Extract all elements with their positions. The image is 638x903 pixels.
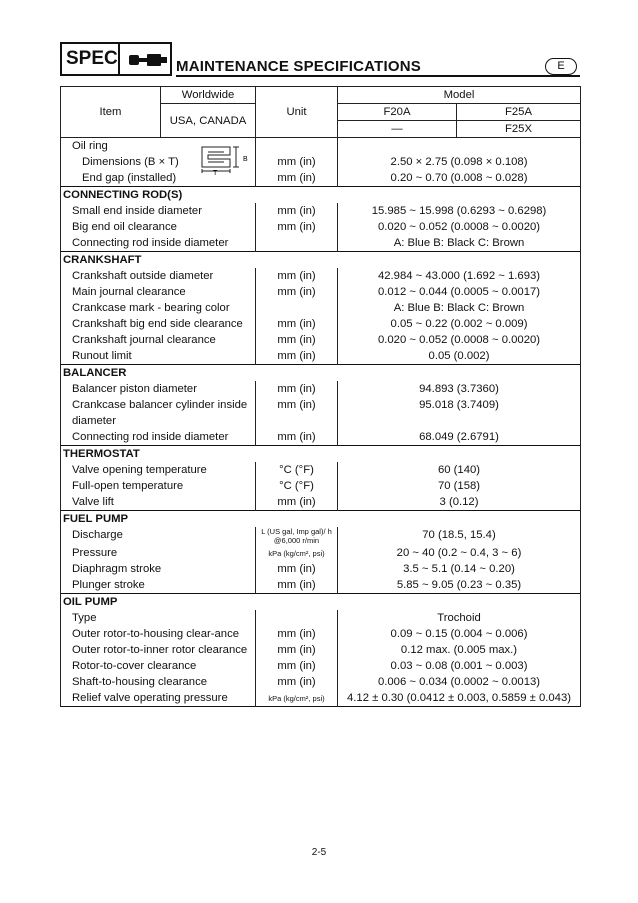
row-value: 2.50 × 2.75 (0.098 × 0.108): [338, 154, 581, 170]
row-item: Small end inside diameter: [61, 203, 256, 219]
row-item: Discharge: [61, 527, 256, 545]
table-row: [61, 381, 581, 397]
diagram-b-label: B: [243, 156, 248, 163]
row-item: Crankshaft journal clearance: [61, 332, 256, 348]
page-header: [60, 42, 580, 76]
table-row: [61, 170, 581, 187]
row-unit: mm (in): [256, 658, 338, 674]
row-item: Big end oil clearance: [61, 219, 256, 235]
row-item: Crankshaft outside diameter: [61, 268, 256, 284]
table-row: [61, 577, 581, 594]
row-unit: mm (in): [256, 170, 338, 187]
row-value: 0.09 ~ 0.15 (0.004 ~ 0.006): [338, 626, 581, 642]
row-value: 15.985 ~ 15.998 (0.6293 ~ 0.6298): [338, 203, 581, 219]
header-f25x: F25X: [457, 121, 581, 138]
section-title: OIL PUMP: [61, 594, 581, 611]
table-row: [61, 219, 581, 235]
table-row: [61, 478, 581, 494]
diagram-t-label: T: [213, 170, 218, 175]
row-value: 0.05 (0.002): [338, 348, 581, 365]
section-row: [61, 252, 581, 269]
row-value: 0.20 ~ 0.70 (0.008 ~ 0.028): [338, 170, 581, 187]
section-row: [61, 511, 581, 528]
row-unit: mm (in): [256, 316, 338, 332]
row-value: [338, 138, 581, 155]
row-unit: °C (°F): [256, 462, 338, 478]
table-row: [61, 626, 581, 642]
section-title: THERMOSTAT: [61, 446, 581, 463]
section-row: [61, 446, 581, 463]
table-row: [61, 642, 581, 658]
section-row: [61, 365, 581, 382]
table-row: [61, 284, 581, 300]
language-badge: E: [545, 58, 577, 75]
section-title: CONNECTING ROD(S): [61, 187, 581, 204]
oil-ring-label: Oil ring: [61, 138, 256, 155]
table-row: [61, 462, 581, 478]
row-unit: mm (in): [256, 219, 338, 235]
row-item: Crankcase balancer cylinder inside diameter: [61, 397, 256, 429]
row-item: Dimensions (B × T): [61, 154, 256, 170]
table-row: [61, 545, 581, 561]
row-unit: [256, 610, 338, 626]
row-value: 95.018 (3.7409): [338, 397, 581, 429]
row-unit: mm (in): [256, 561, 338, 577]
row-unit: mm (in): [256, 203, 338, 219]
header-dash: —: [338, 121, 457, 138]
row-item: Crankshaft big end side clearance: [61, 316, 256, 332]
row-unit: [256, 300, 338, 316]
section-title: FUEL PUMP: [61, 511, 581, 528]
row-item: Connecting rod inside diameter: [61, 429, 256, 446]
row-value: 94.893 (3.7360): [338, 381, 581, 397]
row-item: Full-open temperature: [61, 478, 256, 494]
spec-table: [60, 86, 581, 707]
row-unit: mm (in): [256, 626, 338, 642]
table-row: [61, 316, 581, 332]
row-value: 0.05 ~ 0.22 (0.002 ~ 0.009): [338, 316, 581, 332]
row-value: 0.03 ~ 0.08 (0.001 ~ 0.003): [338, 658, 581, 674]
table-row: [61, 300, 581, 316]
row-value: A: Blue B: Black C: Brown: [338, 235, 581, 252]
row-item: Balancer piston diameter: [61, 381, 256, 397]
header-model: Model: [338, 87, 581, 104]
section-row: [61, 594, 581, 611]
row-item: Outer rotor-to-housing clear-ance: [61, 626, 256, 642]
row-value: 20 ~ 40 (0.2 ~ 0.4, 3 ~ 6): [338, 545, 581, 561]
header-usa-canada: USA, CANADA: [161, 104, 256, 138]
row-value: Trochoid: [338, 610, 581, 626]
table-row: [61, 561, 581, 577]
row-unit: L (US gal, Imp gal)/ h @6,000 r/min: [256, 527, 338, 545]
spec-label: SPEC: [66, 48, 118, 69]
header-unit: Unit: [256, 87, 338, 138]
row-unit: [256, 138, 338, 155]
row-value: 70 (18.5, 15.4): [338, 527, 581, 545]
section-row: [61, 187, 581, 204]
row-item: Shaft-to-housing clearance: [61, 674, 256, 690]
row-item: End gap (installed): [61, 170, 256, 187]
table-row: [61, 348, 581, 365]
row-item: Diaphragm stroke: [61, 561, 256, 577]
row-unit: mm (in): [256, 268, 338, 284]
row-value: 68.049 (2.6791): [338, 429, 581, 446]
table-row: [61, 138, 581, 155]
title-underline: [176, 75, 580, 77]
row-unit: °C (°F): [256, 478, 338, 494]
table-row: [61, 268, 581, 284]
row-unit: [256, 235, 338, 252]
row-unit: mm (in): [256, 494, 338, 511]
row-item: Main journal clearance: [61, 284, 256, 300]
row-item: Valve lift: [61, 494, 256, 511]
table-row: [61, 690, 581, 707]
row-value: 60 (140): [338, 462, 581, 478]
row-value: 3 (0.12): [338, 494, 581, 511]
row-unit: kPa (kg/cm², psi): [256, 690, 338, 707]
row-item: Crankcase mark - bearing color: [61, 300, 256, 316]
micrometer-icon: [128, 51, 168, 69]
page-title: MAINTENANCE SPECIFICATIONS: [176, 58, 421, 75]
page-number: 2-5: [311, 847, 327, 858]
header-f20a: F20A: [338, 104, 457, 121]
row-unit: mm (in): [256, 642, 338, 658]
row-item: Pressure: [61, 545, 256, 561]
header-item: Item: [61, 87, 161, 138]
row-item: Runout limit: [61, 348, 256, 365]
row-unit: mm (in): [256, 381, 338, 397]
table-row: [61, 154, 581, 170]
row-value: 0.006 ~ 0.034 (0.0002 ~ 0.0013): [338, 674, 581, 690]
spec-badge: [60, 42, 172, 76]
row-unit: mm (in): [256, 154, 338, 170]
row-unit: mm (in): [256, 397, 338, 429]
table-row: [61, 658, 581, 674]
header-worldwide: Worldwide: [161, 87, 256, 104]
row-unit: mm (in): [256, 348, 338, 365]
row-unit: mm (in): [256, 332, 338, 348]
row-value: 0.12 max. (0.005 max.): [338, 642, 581, 658]
row-value: 0.012 ~ 0.044 (0.0005 ~ 0.0017): [338, 284, 581, 300]
table-row: [61, 610, 581, 626]
spec-divider: [118, 44, 120, 74]
row-unit: kPa (kg/cm², psi): [256, 545, 338, 561]
row-unit: mm (in): [256, 429, 338, 446]
row-value: 0.020 ~ 0.052 (0.0008 ~ 0.0020): [338, 219, 581, 235]
table-row: [61, 494, 581, 511]
row-item: Relief valve operating pressure: [61, 690, 256, 707]
row-item: Rotor-to-cover clearance: [61, 658, 256, 674]
row-unit: mm (in): [256, 577, 338, 594]
table-row: [61, 397, 581, 429]
row-unit: mm (in): [256, 674, 338, 690]
row-item: Type: [61, 610, 256, 626]
section-title: BALANCER: [61, 365, 581, 382]
table-row: [61, 332, 581, 348]
row-value: 4.12 ± 0.30 (0.0412 ± 0.003, 0.5859 ± 0.043): [338, 690, 581, 707]
row-value: 5.85 ~ 9.05 (0.23 ~ 0.35): [338, 577, 581, 594]
row-value: 3.5 ~ 5.1 (0.14 ~ 0.20): [338, 561, 581, 577]
row-unit: mm (in): [256, 284, 338, 300]
row-value: 0.020 ~ 0.052 (0.0008 ~ 0.0020): [338, 332, 581, 348]
table-row: [61, 429, 581, 446]
row-value: 70 (158): [338, 478, 581, 494]
section-title: CRANKSHAFT: [61, 252, 581, 269]
row-value: 42.984 ~ 43.000 (1.692 ~ 1.693): [338, 268, 581, 284]
row-item: Plunger stroke: [61, 577, 256, 594]
row-item: Connecting rod inside diameter: [61, 235, 256, 252]
table-row: [61, 235, 581, 252]
row-item: Outer rotor-to-inner rotor clearance: [61, 642, 256, 658]
table-row: [61, 203, 581, 219]
table-row: [61, 527, 581, 545]
oil-ring-diagram: [142, 143, 262, 175]
row-item: Valve opening temperature: [61, 462, 256, 478]
table-row: [61, 674, 581, 690]
row-value: A: Blue B: Black C: Brown: [338, 300, 581, 316]
header-f25a: F25A: [457, 104, 581, 121]
